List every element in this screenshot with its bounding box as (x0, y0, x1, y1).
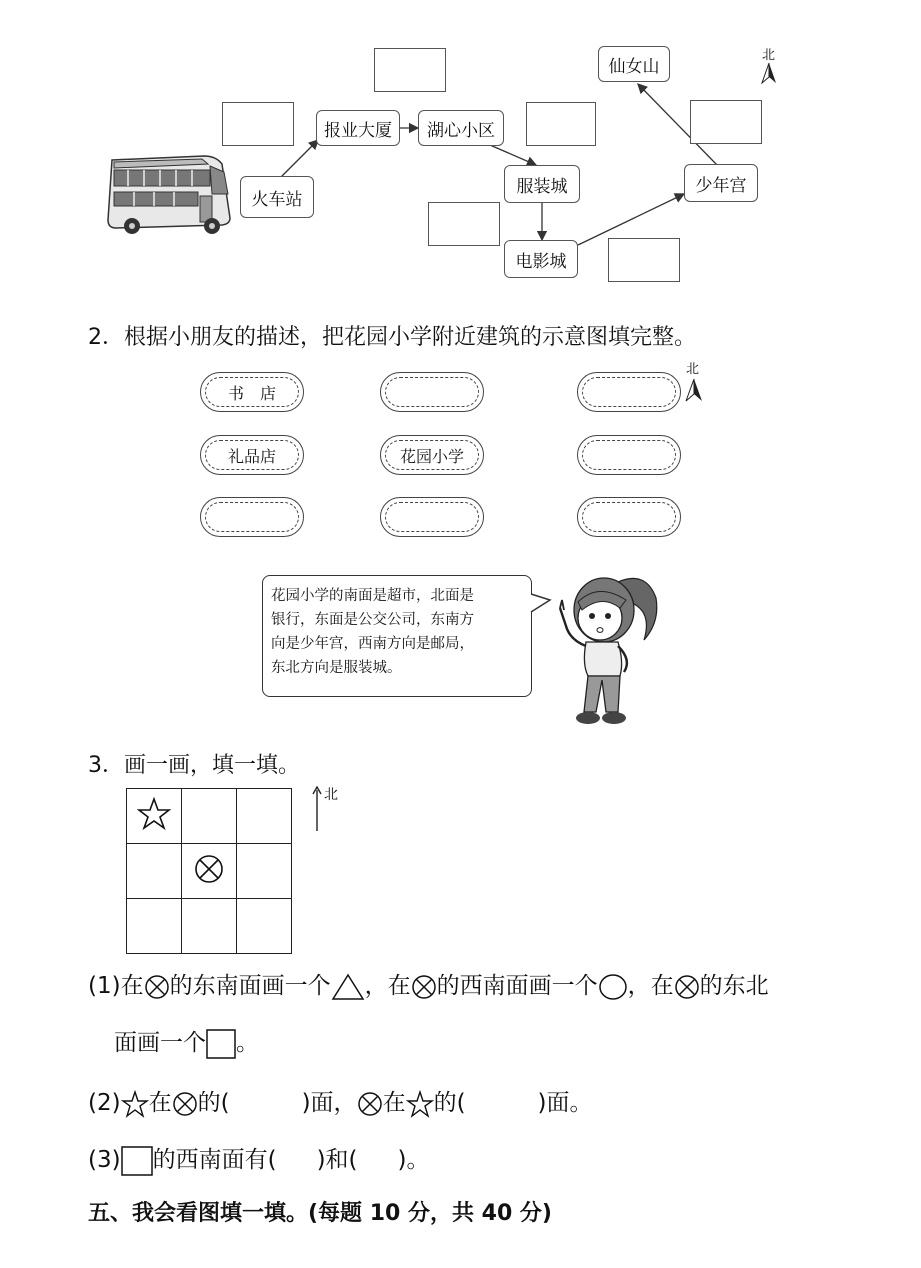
grid-cell[interactable] (127, 789, 182, 844)
text-part: 的东北 (699, 973, 769, 999)
map-cell-n[interactable] (380, 372, 484, 412)
section-5-heading: 五、我会看图填一填。(每题 10 分，共 40 分) (88, 1201, 552, 1226)
cell-label (385, 502, 479, 532)
q3-line-1b (114, 1024, 259, 1059)
cell-label (582, 502, 676, 532)
station-xiannv: 仙女山 (598, 46, 670, 82)
circled-cross-icon (411, 974, 437, 1000)
text-part: 。 (236, 1030, 259, 1056)
map-cell-ne[interactable] (577, 372, 681, 412)
grid-cell[interactable] (237, 844, 292, 899)
answer-box[interactable] (374, 48, 446, 92)
star-icon (137, 797, 171, 831)
text-part: 的( (433, 1090, 466, 1116)
question-2-title: 2．根据小朋友的描述，把花园小学附近建筑的示意图填完整。 (88, 325, 696, 350)
speech-line: 东北方向是服装城。 (271, 660, 402, 676)
circled-cross-icon (172, 1091, 198, 1117)
grid-cell[interactable] (127, 844, 182, 899)
north-indicator (684, 358, 706, 404)
circled-cross-icon (144, 974, 170, 1000)
circle-icon (598, 973, 628, 1001)
text-part: )。 (397, 1147, 430, 1173)
grid-3x3 (126, 788, 292, 954)
star-icon (406, 1090, 434, 1118)
circled-cross-icon (674, 974, 700, 1000)
cell-label (385, 377, 479, 407)
grid-cell[interactable] (237, 899, 292, 954)
answer-box[interactable] (428, 202, 500, 246)
triangle-icon (331, 973, 365, 1001)
question-3-title: 3．画一画，填一填。 (88, 753, 300, 778)
cell-label: 花园小学 (385, 440, 479, 470)
speech-line: 银行，东面是公交公司，东南方 (271, 612, 474, 628)
cell-label (582, 377, 676, 407)
answer-box[interactable] (608, 238, 680, 282)
station-baoye: 报业大厦 (316, 110, 400, 146)
station-huxin: 湖心小区 (418, 110, 504, 146)
north-label: 北 (686, 362, 700, 377)
text-part: 在 (148, 1090, 172, 1116)
girl-illustration (548, 568, 668, 730)
answer-box[interactable] (526, 102, 596, 146)
text-part: )面， (301, 1090, 357, 1116)
text-part: (1)在 (88, 973, 144, 999)
text-part: )面。 (537, 1090, 593, 1116)
north-indicator (758, 44, 780, 86)
grid-cell[interactable] (182, 789, 237, 844)
north-indicator (310, 784, 350, 832)
route-arrows (0, 0, 921, 300)
text-part: (3) (88, 1147, 121, 1173)
q3-line-2 (88, 1084, 593, 1118)
answer-box[interactable] (690, 100, 762, 144)
star-icon (121, 1090, 149, 1118)
north-arrow-icon (684, 378, 704, 402)
map-cell-center (380, 435, 484, 475)
map-cell-w (200, 435, 304, 475)
grid-cell[interactable] (182, 899, 237, 954)
text-part: 的西南面画一个 (436, 973, 598, 999)
cell-label: 礼品店 (205, 440, 299, 470)
station-dianying: 电影城 (504, 240, 578, 278)
circled-cross-icon (357, 1091, 383, 1117)
text-part: 面画一个 (114, 1030, 206, 1056)
square-icon (121, 1146, 153, 1176)
text-part: 的东南面画一个 (169, 973, 331, 999)
grid-cell[interactable] (127, 899, 182, 954)
text-part: ，在 (627, 973, 674, 999)
text-part: ，在 (364, 973, 411, 999)
north-label: 北 (324, 787, 338, 803)
station-fuzhuang: 服装城 (504, 165, 580, 203)
cell-label (205, 502, 299, 532)
answer-box[interactable] (222, 102, 294, 146)
speech-bubble (262, 575, 532, 697)
speech-line: 花园小学的南面是超市，北面是 (271, 588, 474, 604)
grid-cell[interactable] (237, 789, 292, 844)
map-cell-sw[interactable] (200, 497, 304, 537)
text-part: 的西南面有( (152, 1147, 277, 1173)
text-part: 的( (197, 1090, 230, 1116)
q3-line-1 (88, 967, 769, 1001)
station-shaonian: 少年宫 (684, 164, 758, 202)
map-cell-nw (200, 372, 304, 412)
map-cell-e[interactable] (577, 435, 681, 475)
north-label: 北 (762, 48, 776, 63)
map-cell-se[interactable] (577, 497, 681, 537)
north-arrow-icon (312, 786, 322, 832)
text-part: )和( (316, 1147, 358, 1173)
map-cell-s[interactable] (380, 497, 484, 537)
circled-cross-icon (194, 854, 224, 884)
text-part: (2) (88, 1090, 121, 1116)
text-part: 在 (382, 1090, 406, 1116)
grid-cell[interactable] (182, 844, 237, 899)
q3-line-3 (88, 1141, 430, 1176)
station-huochezhan: 火车站 (240, 176, 314, 218)
cell-label (582, 440, 676, 470)
cell-label: 书 店 (205, 377, 299, 407)
square-icon (206, 1029, 236, 1059)
north-arrow-icon (760, 62, 778, 84)
speech-line: 向是少年宫，西南方向是邮局， (271, 636, 474, 652)
